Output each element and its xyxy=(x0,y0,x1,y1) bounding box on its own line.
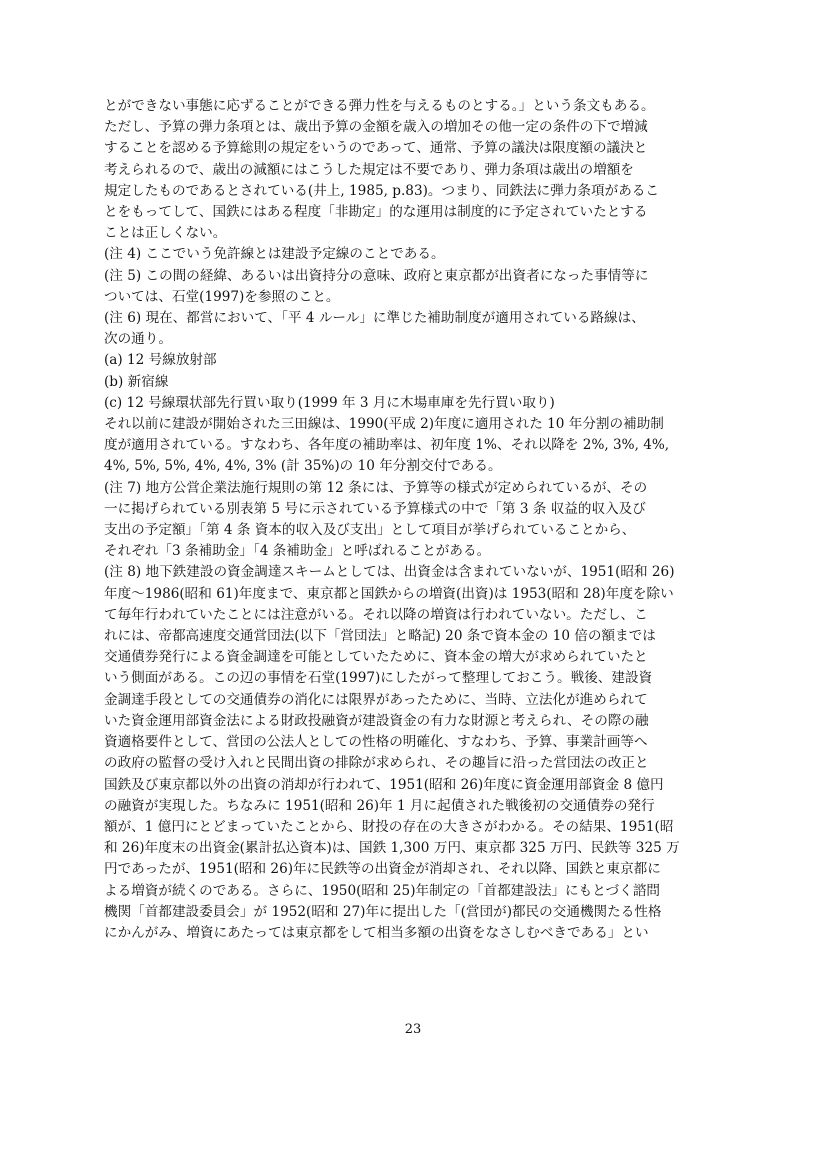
text-line: ついては、石堂(1997)を参照のこと。 xyxy=(104,288,340,305)
text-line: 金調達手段としての交通債券の消化には限界があったために、当時、立法化が進められて xyxy=(104,691,648,708)
text-line: することを認める予算総則の規定をいうのであって、通常、予算の議決は限度額の議決と xyxy=(104,140,648,157)
text-line: それぞれ「3 条補助金」「4 条補助金」と呼ばれることがある。 xyxy=(104,543,491,560)
text-line: 年度～1986(昭和 61)年度まで、東京都と国鉄からの増資(出資)は 1953(昭和 28)年度を除い xyxy=(104,585,674,602)
text-line: 度が適用されている。すなわち、各年度の補助率は、初年度 1%、それ以降を 2%, 3%, 4%, xyxy=(104,437,670,454)
list-item: (c) 12 号線環状部先行買い取り(1999 年 3 月に木場車庫を先行買い取り) xyxy=(104,394,555,411)
text-line: の融資が実現した。ちなみに 1951(昭和 26)年 1 月に起債された戦後初の交通債券の発行 xyxy=(104,797,655,814)
text-line: て毎年行われていたことには注意がいる。それ以降の増資は行われていない。ただし、こ xyxy=(104,606,648,623)
text-line: 規定したものであるとされている(井上, 1985, p.83)。つまり、同鉄法に弾力条項があるこ xyxy=(104,182,659,199)
text-line: (注 6) 現在、都営において、「平 4 ルール」に準じた補助制度が適用されている路線は、 xyxy=(104,310,645,327)
text-line: いう側面がある。この辺の事情を石堂(1997)にしたがって整理しておこう。戦後、建設資 xyxy=(104,670,653,687)
text-line: 円であったが、1951(昭和 26)年に民鉄等の出資金が消却され、それ以降、国鉄と東京都に xyxy=(104,861,661,878)
text-line: 交通債券発行による資金調達を可能としていたために、資本金の増大が求められていたと xyxy=(104,649,648,666)
list-item: (a) 12 号線放射部 xyxy=(104,352,217,369)
footnote-5 xyxy=(104,266,720,308)
text-line: 支出の予定額」「第 4 条 資本的収入及び支出」として項目が挙げられていることから、 xyxy=(104,522,636,539)
text-line: それ以前に建設が開始された三田線は、1990(平成 2)年度に適用された 10 年分割の補助制 xyxy=(104,416,664,433)
text-line: 一に掲げられている別表第 5 号に示されている予算様式の中で「第 3 条 収益的収入及び xyxy=(104,500,646,517)
text-line: 資適格要件として、営団の公法人としての性格の明確化、すなわち、予算、事業計画等へ xyxy=(104,734,648,751)
text-line: にかんがみ、増資にあたっては東京都をして相当多額の出資をなさしむべきである」とい xyxy=(104,924,649,941)
footnote-6 xyxy=(104,308,720,478)
text-line: の政府の監督の受け入れと民間出資の排除が求められ、その趣旨に沿った営団法の改正と xyxy=(104,755,649,772)
page-number: 23 xyxy=(404,1022,422,1037)
text-line: 考えられるので、歳出の減額にはこうした規定は不要であり、弾力条項は歳出の増額を xyxy=(104,161,634,178)
text-line: (注 4) ここでいう免許線とは建設予定線のことである。 xyxy=(104,246,445,263)
text-line: (注 8) 地下鉄建設の資金調達スキームとしては、出資金は含まれていないが、1951(昭和 26) xyxy=(104,564,675,581)
text-line: 機関「首都建設委員会」が 1952(昭和 27)年に提出した「(営団が)都民の交通機関たる性格 xyxy=(104,903,662,920)
text-line: 国鉄及び東京都以外の出資の消却が行われて、1951(昭和 26)年度に資金運用部資金 8 億円 xyxy=(104,776,664,793)
text-line: よる増資が続くのである。さらに、1950(昭和 25)年制定の「首都建設法」にもとづく諮問 xyxy=(104,882,660,899)
text-line: 和 26)年度末の出資金(累計払込資本)は、国鉄 1,300 万円、東京都 325 万円、民鉄等 325 万 xyxy=(104,840,680,857)
footnote-8 xyxy=(104,562,720,944)
text-line: とができない事態に応ずることができる弾力性を与えるものとする。」という条文もある。 xyxy=(104,98,655,114)
footnote-7 xyxy=(104,478,720,563)
document-body xyxy=(104,96,720,944)
text-line: ただし、予算の弾力条項とは、歳出予算の金額を歳入の増加その他一定の条件の下で増減 xyxy=(104,119,648,136)
text-line: (注 7) 地方公営企業法施行規則の第 12 条には、予算等の様式が定められているが、その xyxy=(104,479,648,496)
list-item: (b) 新宿線 xyxy=(104,373,169,390)
text-line: れには、帝都高速度交通営団法(以下「営団法」と略記) 20 条で資本金の 10 倍の額までは xyxy=(104,628,656,645)
text-line: 額が、1 億円にとどまっていたことから、財投の存在の大きさがわかる。その結果、1951(昭 xyxy=(104,818,674,835)
footnote-4 xyxy=(104,244,720,265)
text-line: 次の通り。 xyxy=(104,331,172,348)
text-line: ことは正しくない。 xyxy=(104,225,227,242)
paragraph-continuation xyxy=(104,96,720,244)
text-line: とをもってして、国鉄にはある程度「非勘定」的な運用は制度的に予定されていたとする xyxy=(104,204,648,221)
text-line: (注 5) この間の経緯、あるいは出資持分の意味、政府と東京都が出資者になった事情等に xyxy=(104,267,649,284)
text-line: いた資金運用部資金法による財政投融資が建設資金の有力な財源と考えられ、その際の融 xyxy=(104,712,649,729)
text-line: 4%, 5%, 5%, 4%, 4%, 3% (計 35%)の 10 年分割交付である。 xyxy=(104,458,502,475)
